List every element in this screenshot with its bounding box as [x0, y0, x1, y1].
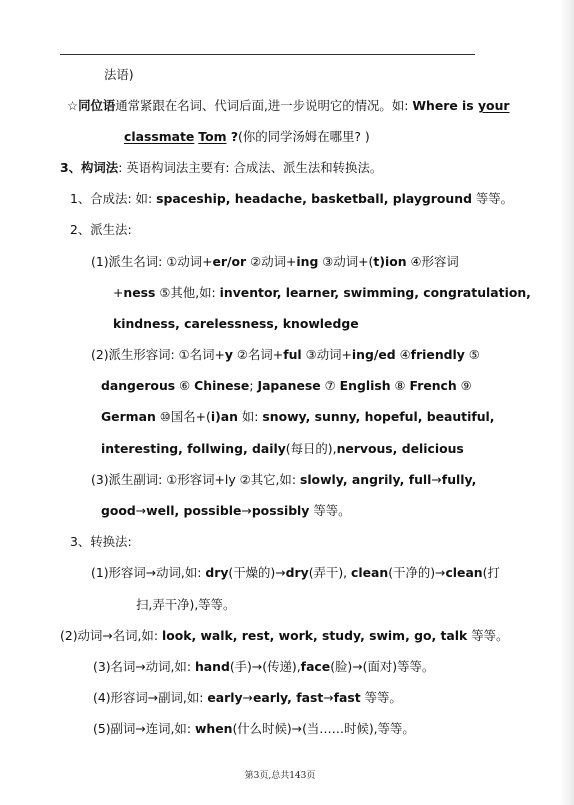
page-edge-shadow: [560, 0, 574, 805]
text-segment: (4)形容词→副词,如:: [93, 690, 208, 705]
page-footer: 第3页,总共143页: [244, 771, 316, 781]
text-line: [101, 502, 351, 520]
text-segment: (手)→(传递),: [229, 659, 301, 674]
text-segment: 等等。: [360, 690, 402, 705]
text-segment: ⑨: [456, 378, 472, 393]
text-segment: French: [409, 378, 457, 393]
text-segment: dangerous: [101, 378, 176, 393]
text-segment: possibly: [251, 503, 310, 518]
text-segment: 等等。: [467, 628, 509, 643]
text-segment: when: [194, 721, 233, 736]
text-segment: ful: [283, 347, 302, 362]
text-segment: (1)派生名词: ①动词+: [91, 254, 213, 269]
section-heading: [60, 159, 382, 177]
text-segment: clean: [445, 565, 483, 580]
text-segment: classmate: [124, 129, 195, 144]
text-segment: t)ion: [373, 254, 407, 269]
text-segment: good: [101, 503, 136, 518]
text-segment: fast: [333, 690, 361, 705]
text-segment: +: [113, 285, 124, 300]
text-segment: hand: [194, 659, 230, 674]
text-segment: ;: [249, 378, 258, 393]
text-segment: (5)副词→连词,如:: [93, 721, 195, 736]
text-segment: →: [135, 503, 147, 518]
text-segment: interesting, follwing, daily: [101, 441, 286, 456]
text-segment: inventor, learner, swimming, congratulation,: [219, 285, 531, 300]
text-segment: ☆: [67, 98, 79, 113]
text-segment: friendly: [410, 347, 465, 362]
text-line: [91, 346, 480, 364]
text-segment: ness: [123, 285, 156, 300]
text-segment: ⑦: [320, 378, 340, 393]
text-segment: German: [101, 409, 156, 424]
text-segment: (打: [482, 565, 500, 580]
text-segment: 如:: [237, 409, 263, 424]
text-segment: fully,: [441, 472, 477, 487]
text-segment: →: [242, 690, 253, 705]
text-segment: i)an: [210, 409, 238, 424]
text-segment: 2、派生法:: [70, 222, 132, 237]
text-segment: 1、合成法: 如:: [70, 191, 157, 206]
text-segment: early, fast: [252, 690, 324, 705]
text-segment: ⑧: [390, 378, 410, 393]
text-segment: look, walk, rest, work, study, swim, go, talk: [161, 628, 468, 643]
text-segment: (脸)→(面对)等等。: [330, 659, 435, 674]
text-segment: er/or: [212, 254, 247, 269]
text-segment: ③动词+(: [318, 254, 374, 269]
text-line: [93, 658, 434, 676]
text-segment: ②名词+: [232, 347, 284, 362]
text-segment: y: [224, 347, 233, 362]
text-segment: (什么时候)→(当……时候),等等。: [232, 721, 415, 736]
text-line: [93, 689, 402, 707]
text-line: [113, 315, 359, 333]
text-segment: English: [339, 378, 391, 393]
text-segment: slowly, angrily, full: [299, 472, 432, 487]
text-segment: ④形容词: [406, 254, 459, 269]
text-line: [67, 97, 510, 115]
text-segment: ④: [395, 347, 411, 362]
text-segment: (干净的)→: [388, 565, 446, 580]
text-segment: →: [431, 472, 442, 487]
text-segment: (你的同学汤姆在哪里? ): [238, 129, 370, 144]
text-line: [104, 66, 134, 84]
text-segment: ⑥: [175, 378, 195, 393]
text-segment: your: [477, 98, 510, 113]
text-segment: ing/ed: [351, 347, 396, 362]
text-segment: (2)动词→名词,如:: [60, 628, 162, 643]
text-line: [101, 377, 472, 395]
text-line: [101, 408, 495, 426]
text-segment: Tom: [198, 129, 227, 144]
text-segment: (1)形容词→动词,如:: [91, 565, 206, 580]
text-segment: ing: [296, 254, 319, 269]
text-line: [93, 720, 415, 738]
text-line: [91, 564, 500, 582]
text-segment: (干燥的)→: [228, 565, 286, 580]
text-segment: Where is: [412, 98, 478, 113]
text-line: [91, 253, 459, 271]
text-segment: Chinese: [194, 378, 250, 393]
text-line: [101, 440, 464, 458]
text-line: [136, 596, 235, 614]
text-segment: →: [323, 690, 334, 705]
text-segment: ?: [226, 129, 239, 144]
text-segment: spaceship, headache, basketball, playground: [156, 191, 472, 206]
text-segment: 3、构词法: [60, 160, 119, 175]
text-segment: ⑤: [464, 347, 480, 362]
text-line: [70, 190, 513, 208]
text-segment: →: [241, 503, 252, 518]
text-segment: Japanese: [257, 378, 321, 393]
text-segment: early: [207, 690, 243, 705]
text-segment: : 英语构词法主要有: 合成法、派生法和转换法。: [118, 160, 383, 175]
text-segment: (2)派生形容词: ①名词+: [91, 347, 225, 362]
text-segment: ③动词+: [301, 347, 352, 362]
text-segment: face: [300, 659, 331, 674]
text-segment: dry: [205, 565, 229, 580]
text-line: [70, 221, 132, 239]
text-segment: 等等。: [471, 191, 514, 206]
text-line: [113, 284, 531, 302]
text-line: [60, 627, 508, 645]
text-segment: 通常紧跟在名词、代词后面,进一步说明它的情况。如:: [115, 98, 413, 113]
text-segment: 同位语: [78, 98, 116, 113]
text-segment: (3)名词→动词,如:: [93, 659, 195, 674]
text-line: [91, 471, 476, 489]
text-segment: ⑩国名+(: [155, 409, 211, 424]
text-segment: clean: [351, 565, 389, 580]
text-segment: ⑤其他,如:: [155, 285, 220, 300]
text-segment: (弄干),: [308, 565, 352, 580]
text-segment: nervous, delicious: [336, 441, 464, 456]
text-segment: well, possible: [146, 503, 242, 518]
text-segment: 3、转换法:: [70, 534, 132, 549]
text-segment: (3)派生副词: ①形容词+ly ②其它,如:: [91, 472, 300, 487]
text-segment: 法语): [104, 67, 134, 82]
text-segment: kindness, carelessness, knowledge: [113, 316, 359, 331]
header-rule: [60, 54, 475, 55]
text-segment: 扫,弄干净),等等。: [136, 597, 236, 612]
text-segment: ②动词+: [246, 254, 297, 269]
text-segment: 等等。: [309, 503, 351, 518]
text-line: [124, 128, 370, 146]
text-segment: (每日的),: [285, 441, 337, 456]
text-line: [70, 533, 132, 551]
text-segment: snowy, sunny, hopeful, beautiful,: [262, 409, 495, 424]
text-segment: dry: [285, 565, 309, 580]
